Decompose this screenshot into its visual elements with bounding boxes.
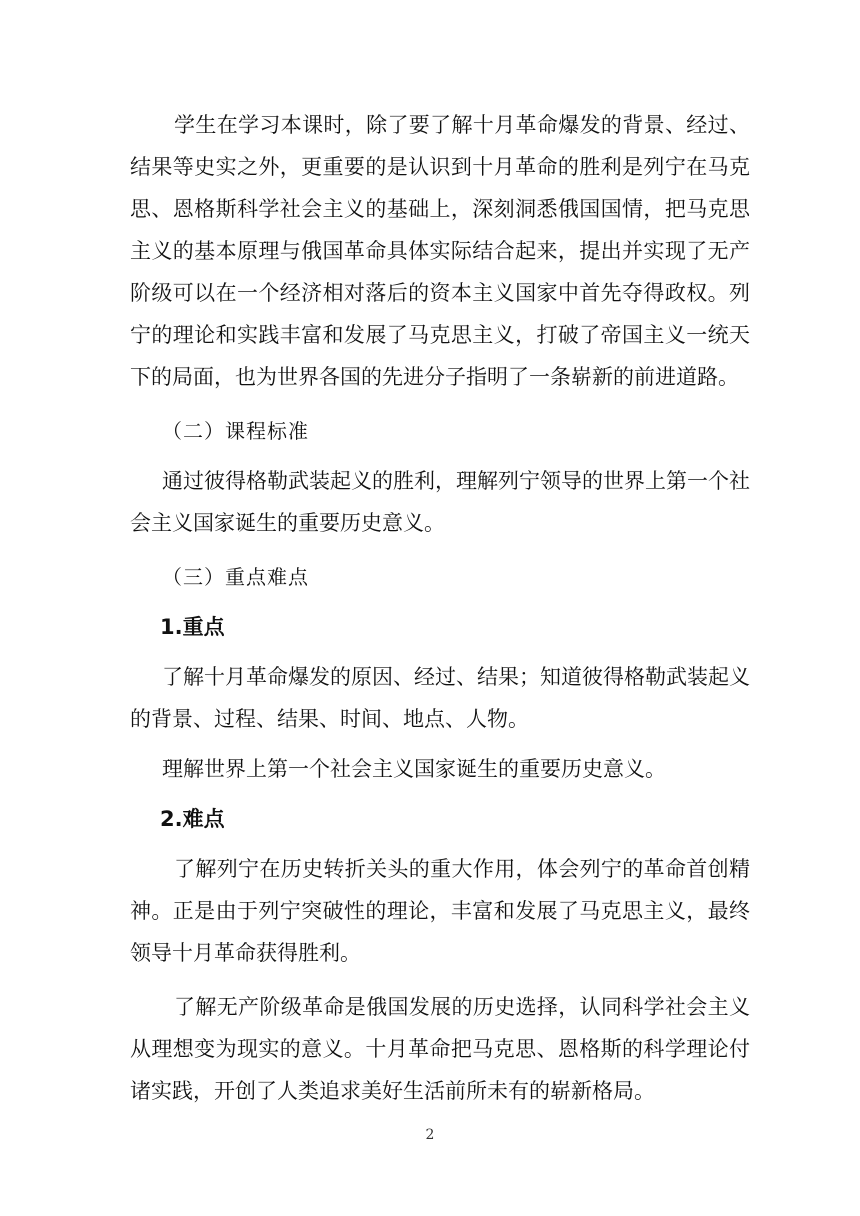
difficult-points-heading: 2.难点: [160, 807, 225, 831]
page-number: 2: [425, 1127, 435, 1143]
key-points-paragraph-1: 了解十月革命爆发的原因、经过、结果；知道彼得格勒武装起义的背景、过程、结果、时间、地点、人物。: [130, 665, 750, 731]
difficult-points-paragraph-1: 了解列宁在历史转折关头的重大作用，体会列宁的革命首创精神。正是由于列宁突破性的理论，丰富和发展了马克思主义，最终领导十月革命获得胜利。: [130, 857, 750, 965]
difficult-points-paragraph-2: 了解无产阶级革命是俄国发展的历史选择，认同科学社会主义从理想变为现实的意义。十月革命把马克思、恩格斯的科学理论付诸实践，开创了人类追求美好生活前所未有的崭新格局。: [130, 995, 750, 1103]
key-points-heading: 1.重点: [160, 615, 225, 639]
curriculum-standard-paragraph: 通过彼得格勒武装起义的胜利，理解列宁领导的世界上第一个社会主义国家诞生的重要历史意义。: [130, 469, 750, 535]
key-points-paragraph-2: 理解世界上第一个社会主义国家诞生的重要历史意义。: [162, 757, 666, 781]
key-difficult-points-heading: （三）重点难点: [162, 565, 309, 589]
page-content: [130, 104, 750, 1112]
curriculum-standard-heading: （二）课程标准: [162, 419, 309, 443]
intro-paragraph: 学生在学习本课时，除了要了解十月革命爆发的背景、经过、结果等史实之外，更重要的是认识到十月革命的胜利是列宁在马克思、恩格斯科学社会主义的基础上，深刻洞悉俄国国情，把马克思主义的基本原理与俄国革命具体实际结合起来，提出并实现了无产阶级可以在一个经济相对落后的资本主义国家中首先夺得政权。列宁的理论和实践丰富和发展了马克思主义，打破了帝国主义一统天下的局面，也为世界各国的先进分子指明了一条崭新的前进道路。: [130, 113, 750, 389]
